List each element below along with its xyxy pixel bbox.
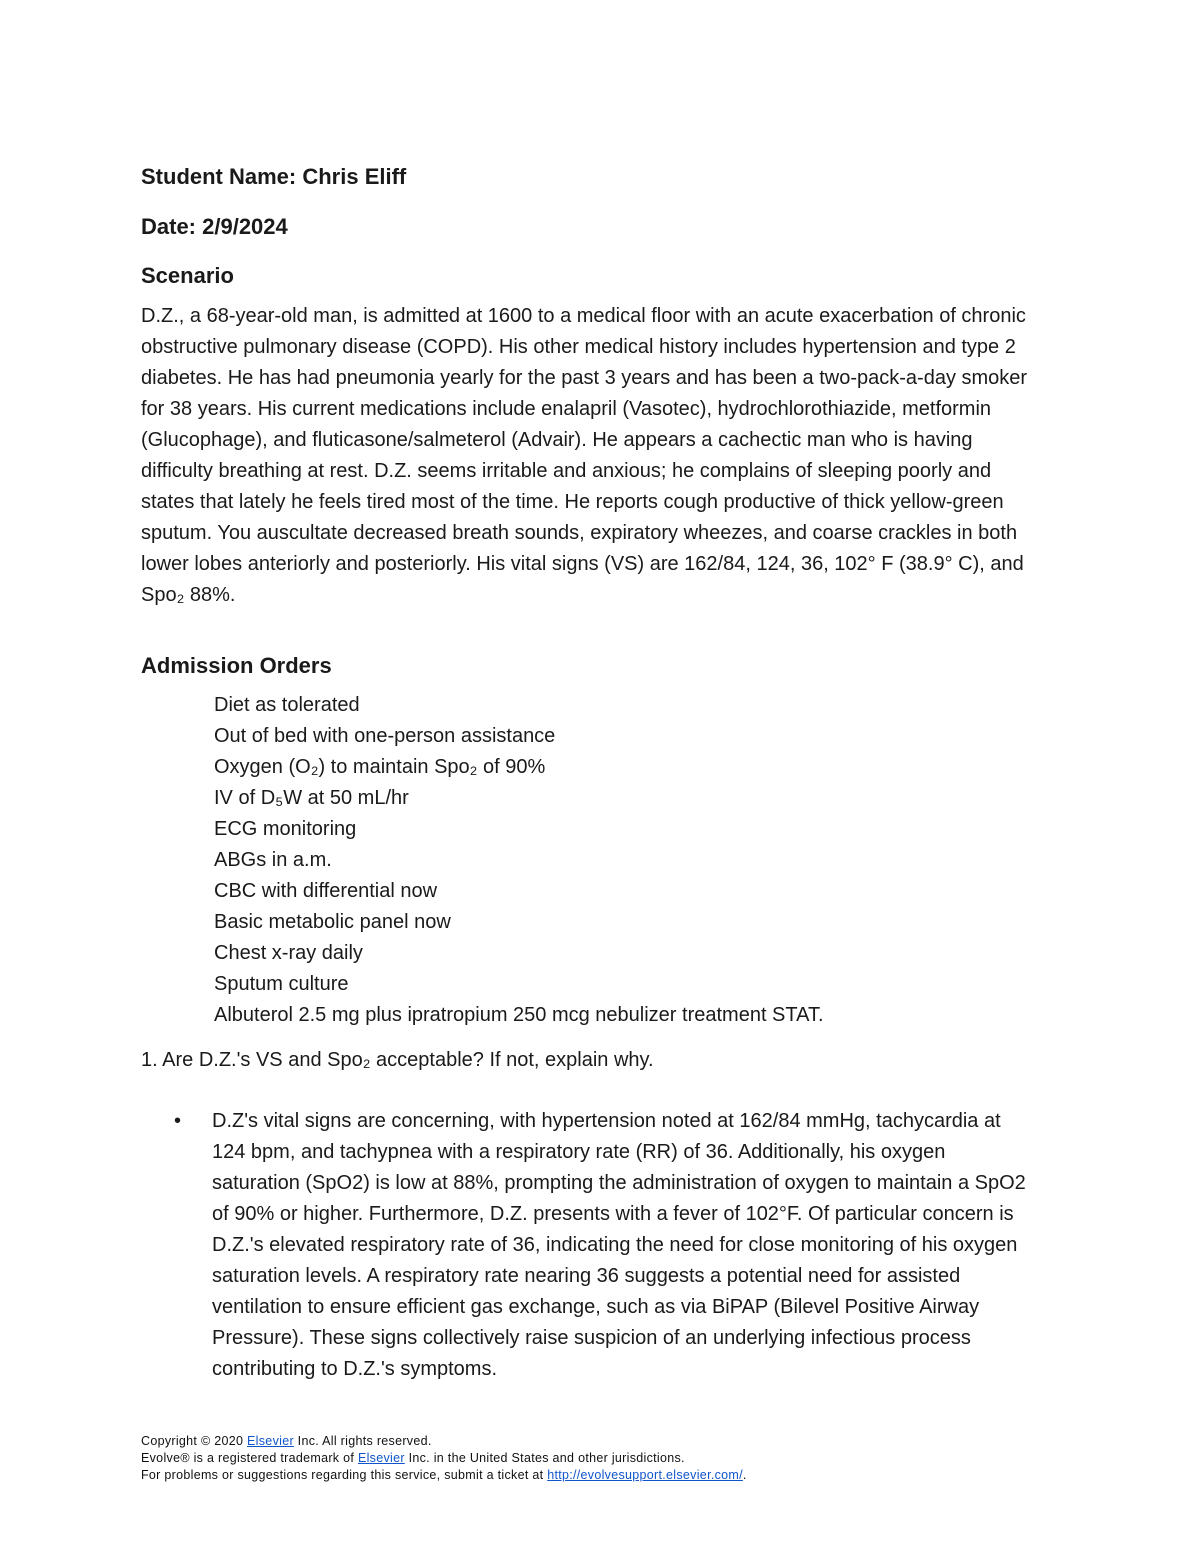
- list-item: CBC with differential now: [214, 880, 438, 902]
- footer-line-support: [141, 1467, 747, 1484]
- list-item: Diet as tolerated: [214, 694, 360, 716]
- answer-1: [212, 1106, 1082, 1385]
- answer-line: D.Z's vital signs are concerning, with hypertension noted at 162/84 mmHg, tachycardia at: [212, 1110, 1001, 1132]
- admission-orders-list: [214, 690, 824, 1031]
- scenario-line: states that lately he feels tired most of the time. He reports cough productive of thick yellow-green: [141, 491, 1004, 513]
- answer-line: Pressure). These signs collectively raise suspicion of an underlying infectious process: [212, 1327, 971, 1349]
- list-item: ECG monitoring: [214, 818, 357, 840]
- list-item: Out of bed with one-person assistance: [214, 725, 556, 747]
- copyright-footer: [141, 1433, 747, 1484]
- footer-text: For problems or suggestions regarding this service, submit a ticket at: [141, 1468, 548, 1482]
- scenario-line: sputum. You auscultate decreased breath sounds, expiratory wheezes, and coarse crackles in both: [141, 522, 1018, 544]
- footer-text: Inc. in the United States and other jurisdictions.: [404, 1451, 685, 1465]
- footer-line-trademark: [141, 1450, 747, 1467]
- answer-line: ventilation to ensure efficient gas exchange, such as via BiPAP (Bilevel Positive Airway: [212, 1296, 980, 1318]
- footer-text: Inc. All rights reserved.: [293, 1434, 432, 1448]
- scenario-line: for 38 years. His current medications include enalapril (Vasotec), hydrochlorothiazide, metformin: [141, 398, 992, 420]
- footer-text: Evolve® is a registered trademark of: [141, 1451, 358, 1465]
- scenario-line: (Glucophage), and fluticasone/salmeterol (Advair). He appears a cachectic man who is having: [141, 429, 973, 451]
- answer-line: D.Z.'s elevated respiratory rate of 36, indicating the need for close monitoring of his oxygen: [212, 1234, 1018, 1256]
- list-item: Sputum culture: [214, 973, 349, 995]
- list-item: IV of D₅W at 50 mL/hr: [214, 787, 409, 809]
- scenario-line: Spo₂ 88%.: [141, 584, 236, 606]
- answer-line: saturation levels. A respiratory rate nearing 36 suggests a potential need for assisted: [212, 1265, 961, 1287]
- elsevier-link[interactable]: Elsevier: [247, 1434, 294, 1448]
- question-1: 1. Are D.Z.'s VS and Spo₂ acceptable? If not, explain why.: [141, 1049, 654, 1071]
- answer-line: saturation (SpO2) is low at 88%, prompting the administration of oxygen to maintain a SpO2: [212, 1172, 1026, 1194]
- list-item: Oxygen (O₂) to maintain Spo₂ of 90%: [214, 756, 546, 778]
- list-item: Albuterol 2.5 mg plus ipratropium 250 mcg nebulizer treatment STAT.: [214, 1004, 824, 1026]
- scenario-line: D.Z., a 68-year-old man, is admitted at 1600 to a medical floor with an acute exacerbation of chronic: [141, 305, 1026, 327]
- answer-line: contributing to D.Z.'s symptoms.: [212, 1358, 498, 1380]
- scenario-line: obstructive pulmonary disease (COPD). His other medical history includes hypertension and type 2: [141, 336, 1016, 358]
- answer-line: of 90% or higher. Furthermore, D.Z. presents with a fever of 102°F. Of particular concern is: [212, 1203, 1014, 1225]
- scenario-line: lower lobes anteriorly and posteriorly. His vital signs (VS) are 162/84, 124, 36, 102° F (38.9° C), and: [141, 553, 1024, 575]
- list-item: Chest x-ray daily: [214, 942, 363, 964]
- footer-text: Copyright © 2020: [141, 1434, 248, 1448]
- date-field: Date: 2/9/2024: [141, 214, 288, 239]
- scenario-text: [141, 301, 1081, 611]
- support-link[interactable]: http://evolvesupport.elsevier.com/: [547, 1468, 743, 1482]
- scenario-line: diabetes. He has had pneumonia yearly for the past 3 years and has been a two-pack-a-day smoker: [141, 367, 1028, 389]
- answer-line: 124 bpm, and tachypnea with a respiratory rate (RR) of 36. Additionally, his oxygen: [212, 1141, 946, 1163]
- footer-line-copyright: [141, 1433, 747, 1450]
- elsevier-link[interactable]: Elsevier: [357, 1451, 405, 1465]
- scenario-line: difficulty breathing at rest. D.Z. seems irritable and anxious; he complains of sleeping poorly and: [141, 460, 992, 482]
- admission-orders-heading: Admission Orders: [141, 653, 332, 678]
- scenario-heading: Scenario: [141, 263, 234, 288]
- bullet-icon: •: [174, 1110, 182, 1132]
- list-item: Basic metabolic panel now: [214, 911, 451, 933]
- list-item: ABGs in a.m.: [214, 849, 332, 871]
- footer-text: .: [742, 1468, 747, 1482]
- student-name: Student Name: Chris Eliff: [141, 164, 407, 189]
